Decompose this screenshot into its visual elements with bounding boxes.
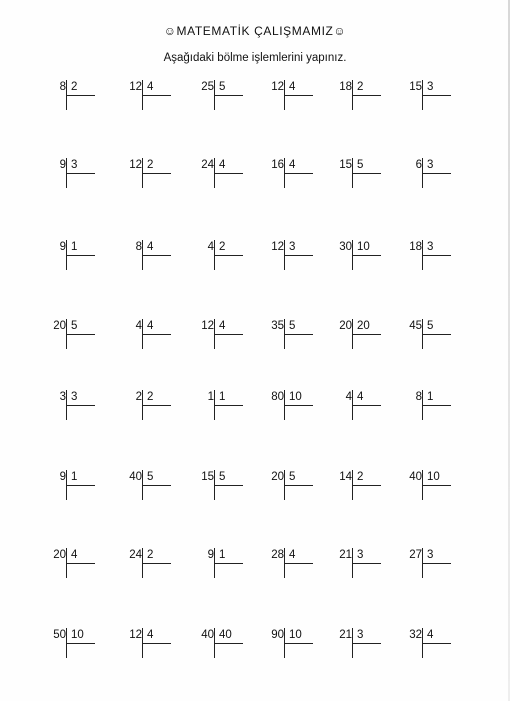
division-horizontal-line <box>423 485 451 486</box>
division-problem <box>198 240 258 274</box>
division-problem <box>126 548 186 582</box>
division-horizontal-line <box>143 485 171 486</box>
division-horizontal-line <box>215 173 243 174</box>
division-horizontal-line <box>285 255 313 256</box>
dividend-number: 40 <box>201 629 214 641</box>
division-problem <box>50 158 110 192</box>
divisor-number: 5 <box>219 471 226 483</box>
division-horizontal-line <box>353 485 381 486</box>
division-problem <box>268 628 328 662</box>
divisor-number: 4 <box>289 159 296 171</box>
divisor-number: 5 <box>357 159 364 171</box>
division-problem <box>198 158 258 192</box>
division-problem <box>406 470 466 504</box>
division-problem <box>198 628 258 662</box>
divisor-number: 2 <box>147 159 154 171</box>
divisor-number: 5 <box>219 81 226 93</box>
dividend-number: 1 <box>207 391 214 403</box>
division-problem <box>50 319 110 353</box>
dividend-number: 40 <box>129 471 142 483</box>
division-horizontal-line <box>353 95 381 96</box>
division-problem <box>406 319 466 353</box>
divisor-number: 2 <box>219 241 226 253</box>
division-horizontal-line <box>353 563 381 564</box>
dividend-number: 6 <box>415 159 422 171</box>
divisor-number: 2 <box>71 81 78 93</box>
division-horizontal-line <box>285 405 313 406</box>
dividend-number: 27 <box>409 549 422 561</box>
division-horizontal-line <box>353 334 381 335</box>
division-problem <box>50 240 110 274</box>
division-horizontal-line <box>67 255 95 256</box>
division-problem <box>406 240 466 274</box>
division-problem <box>406 628 466 662</box>
division-horizontal-line <box>143 95 171 96</box>
divisor-number: 3 <box>357 549 364 561</box>
division-problem <box>126 390 186 424</box>
division-problem <box>268 158 328 192</box>
division-horizontal-line <box>67 563 95 564</box>
division-problem <box>126 470 186 504</box>
divisor-number: 10 <box>71 629 84 641</box>
dividend-number: 45 <box>409 320 422 332</box>
division-horizontal-line <box>143 643 171 644</box>
divisor-number: 4 <box>289 81 296 93</box>
dividend-number: 21 <box>339 549 352 561</box>
division-horizontal-line <box>423 563 451 564</box>
division-horizontal-line <box>143 255 171 256</box>
divisor-number: 3 <box>427 549 434 561</box>
division-problem <box>336 548 396 582</box>
divisor-number: 5 <box>71 320 78 332</box>
dividend-number: 24 <box>129 549 142 561</box>
dividend-number: 9 <box>59 159 66 171</box>
divisor-number: 4 <box>147 629 154 641</box>
dividend-number: 12 <box>129 81 142 93</box>
division-horizontal-line <box>215 334 243 335</box>
division-problem <box>126 628 186 662</box>
division-horizontal-line <box>67 643 95 644</box>
divisor-number: 3 <box>71 159 78 171</box>
divisor-number: 5 <box>427 320 434 332</box>
divisor-number: 5 <box>147 471 154 483</box>
dividend-number: 30 <box>339 241 352 253</box>
division-problem <box>50 548 110 582</box>
division-horizontal-line <box>423 95 451 96</box>
divisor-number: 1 <box>71 241 78 253</box>
division-horizontal-line <box>423 334 451 335</box>
division-problem <box>126 240 186 274</box>
division-problem <box>336 470 396 504</box>
division-problem <box>50 628 110 662</box>
divisor-number: 10 <box>357 241 370 253</box>
divisor-number: 4 <box>147 241 154 253</box>
dividend-number: 90 <box>271 629 284 641</box>
division-problem <box>50 470 110 504</box>
dividend-number: 21 <box>339 629 352 641</box>
division-horizontal-line <box>67 95 95 96</box>
dividend-number: 12 <box>129 159 142 171</box>
division-horizontal-line <box>423 255 451 256</box>
division-problem <box>198 548 258 582</box>
division-horizontal-line <box>67 334 95 335</box>
dividend-number: 25 <box>201 81 214 93</box>
divisor-number: 4 <box>219 320 226 332</box>
division-horizontal-line <box>353 405 381 406</box>
dividend-number: 35 <box>271 320 284 332</box>
dividend-number: 4 <box>207 241 214 253</box>
divisor-number: 10 <box>289 629 302 641</box>
dividend-number: 8 <box>59 81 66 93</box>
division-horizontal-line <box>67 405 95 406</box>
division-horizontal-line <box>423 173 451 174</box>
dividend-number: 15 <box>409 81 422 93</box>
division-horizontal-line <box>143 563 171 564</box>
divisor-number: 40 <box>219 629 232 641</box>
division-horizontal-line <box>285 643 313 644</box>
division-horizontal-line <box>423 405 451 406</box>
divisor-number: 4 <box>357 391 364 403</box>
divisor-number: 4 <box>147 81 154 93</box>
divisor-number: 3 <box>427 241 434 253</box>
dividend-number: 9 <box>59 241 66 253</box>
division-horizontal-line <box>67 173 95 174</box>
division-problem <box>268 80 328 114</box>
dividend-number: 15 <box>339 159 352 171</box>
dividend-number: 12 <box>271 81 284 93</box>
divisor-number: 2 <box>357 81 364 93</box>
division-horizontal-line <box>285 334 313 335</box>
division-horizontal-line <box>215 255 243 256</box>
dividend-number: 20 <box>271 471 284 483</box>
divisor-number: 10 <box>289 391 302 403</box>
division-problem <box>198 80 258 114</box>
dividend-number: 40 <box>409 471 422 483</box>
dividend-number: 20 <box>53 549 66 561</box>
division-problem <box>268 548 328 582</box>
division-problem <box>50 80 110 114</box>
dividend-number: 2 <box>135 391 142 403</box>
division-problem <box>268 240 328 274</box>
dividend-number: 12 <box>271 241 284 253</box>
division-problem <box>198 319 258 353</box>
division-horizontal-line <box>285 173 313 174</box>
division-problem <box>126 158 186 192</box>
divisor-number: 3 <box>71 391 78 403</box>
division-problem <box>336 319 396 353</box>
divisor-number: 4 <box>219 159 226 171</box>
division-problem <box>406 80 466 114</box>
dividend-number: 28 <box>271 549 284 561</box>
dividend-number: 20 <box>339 320 352 332</box>
dividend-number: 4 <box>345 391 352 403</box>
division-problem <box>336 158 396 192</box>
division-horizontal-line <box>423 643 451 644</box>
worksheet-title: ☺MATEMATİK ÇALIŞMAMIZ☺ <box>163 24 347 38</box>
divisor-number: 3 <box>427 159 434 171</box>
division-problem <box>406 158 466 192</box>
division-horizontal-line <box>215 485 243 486</box>
dividend-number: 12 <box>201 320 214 332</box>
division-problem <box>198 390 258 424</box>
division-horizontal-line <box>353 173 381 174</box>
dividend-number: 18 <box>339 81 352 93</box>
division-problem <box>126 319 186 353</box>
division-problem <box>406 390 466 424</box>
division-horizontal-line <box>143 334 171 335</box>
division-problem <box>268 390 328 424</box>
division-horizontal-line <box>67 485 95 486</box>
dividend-number: 9 <box>207 549 214 561</box>
division-horizontal-line <box>285 485 313 486</box>
division-problem <box>268 319 328 353</box>
divisor-number: 3 <box>289 241 296 253</box>
divisor-number: 2 <box>147 391 154 403</box>
division-horizontal-line <box>143 173 171 174</box>
divisor-number: 1 <box>219 549 226 561</box>
divisor-number: 5 <box>289 471 296 483</box>
division-horizontal-line <box>353 255 381 256</box>
division-horizontal-line <box>215 643 243 644</box>
divisor-number: 1 <box>71 471 78 483</box>
division-problem <box>406 548 466 582</box>
dividend-number: 50 <box>53 629 66 641</box>
dividend-number: 32 <box>409 629 422 641</box>
dividend-number: 80 <box>271 391 284 403</box>
dividend-number: 12 <box>129 629 142 641</box>
division-horizontal-line <box>285 95 313 96</box>
division-problem <box>336 628 396 662</box>
dividend-number: 20 <box>53 320 66 332</box>
worksheet-instruction: Aşağıdaki bölme işlemlerini yapınız. <box>163 52 347 64</box>
divisor-number: 5 <box>289 320 296 332</box>
divisor-number: 4 <box>289 549 296 561</box>
divisor-number: 10 <box>427 471 440 483</box>
division-problem <box>336 80 396 114</box>
divisor-number: 1 <box>219 391 226 403</box>
dividend-number: 9 <box>59 471 66 483</box>
division-horizontal-line <box>215 95 243 96</box>
dividend-number: 3 <box>59 391 66 403</box>
divisor-number: 4 <box>427 629 434 641</box>
division-horizontal-line <box>215 405 243 406</box>
dividend-number: 18 <box>409 241 422 253</box>
division-horizontal-line <box>143 405 171 406</box>
division-problem <box>336 390 396 424</box>
divisor-number: 4 <box>147 320 154 332</box>
dividend-number: 16 <box>271 159 284 171</box>
divisor-number: 3 <box>357 629 364 641</box>
dividend-number: 8 <box>135 241 142 253</box>
dividend-number: 8 <box>415 391 422 403</box>
divisor-number: 2 <box>147 549 154 561</box>
division-problem <box>50 390 110 424</box>
dividend-number: 14 <box>339 471 352 483</box>
division-horizontal-line <box>353 643 381 644</box>
divisor-number: 2 <box>357 471 364 483</box>
divisor-number: 1 <box>427 391 434 403</box>
division-problem <box>268 470 328 504</box>
dividend-number: 15 <box>201 471 214 483</box>
divisor-number: 3 <box>427 81 434 93</box>
division-problem <box>336 240 396 274</box>
division-problem <box>198 470 258 504</box>
dividend-number: 24 <box>201 159 214 171</box>
division-horizontal-line <box>285 563 313 564</box>
division-horizontal-line <box>215 563 243 564</box>
dividend-number: 4 <box>135 320 142 332</box>
division-problem <box>126 80 186 114</box>
divisor-number: 20 <box>357 320 370 332</box>
divisor-number: 4 <box>71 549 78 561</box>
